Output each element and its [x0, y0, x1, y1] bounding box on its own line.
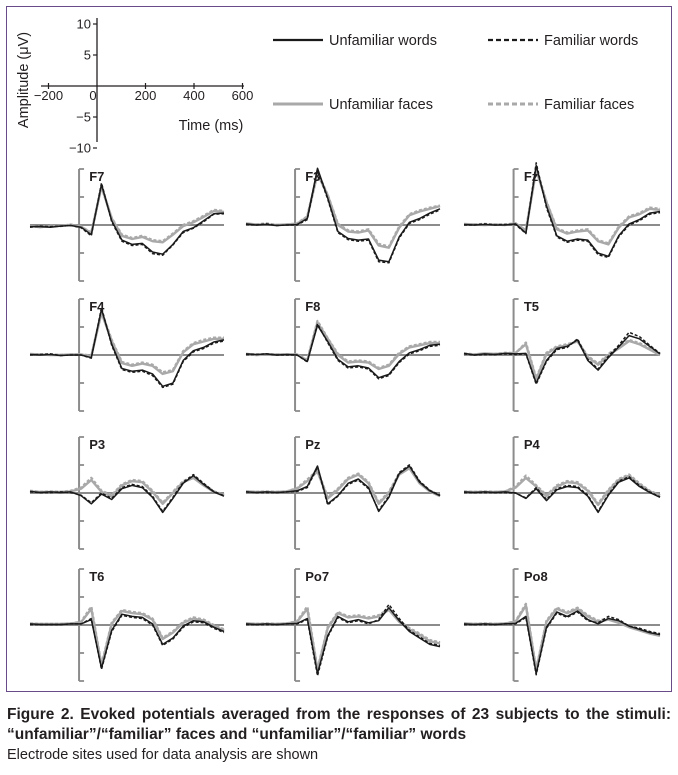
series-line-4 [30, 187, 224, 241]
key-x-tick-label: −200 [33, 88, 64, 103]
key-x-tick-label: 0 [89, 88, 97, 103]
series-line-2 [246, 170, 440, 263]
legend-label: Unfamiliar faces [329, 97, 433, 113]
series-line-3 [30, 186, 224, 242]
panel-f8 [246, 299, 440, 411]
figure-caption [7, 705, 671, 765]
key-y-tick-label: 10 [76, 16, 91, 32]
series-line-4 [246, 321, 440, 368]
key-y-tick-label: −5 [76, 109, 91, 125]
axes-key [16, 17, 253, 156]
panel-f7 [30, 169, 224, 281]
electrode-label: Po8 [523, 569, 548, 584]
electrode-label: T5 [523, 299, 540, 314]
legend-label: Familiar words [544, 33, 639, 49]
key-x-axis-label: Time (ms) [178, 118, 244, 134]
caption-title: Figure 2. Evoked potentials averaged from the responses of 23 subjects to the stimuli: “unfamiliar”/“familiar” faces and “unfamiliar”/“familiar” words [7, 706, 671, 743]
series-line-1 [30, 309, 224, 386]
series-line-1 [464, 336, 660, 384]
electrode-label: F7 [89, 169, 105, 184]
key-x-tick-label: 200 [134, 88, 157, 103]
legend-label: Familiar faces [544, 97, 635, 113]
panel-po7 [246, 569, 440, 681]
panel-p3 [30, 437, 224, 549]
series-line-3 [464, 170, 660, 245]
series-line-1 [246, 608, 440, 674]
key-x-tick-label: 600 [231, 88, 254, 103]
electrode-label: P4 [523, 437, 540, 452]
legend-entry [273, 97, 433, 113]
series-line-2 [246, 324, 440, 379]
panel-pz [246, 437, 440, 549]
key-y-tick-label: 5 [83, 47, 91, 63]
series-line-1 [464, 611, 660, 674]
series-line-2 [464, 612, 660, 675]
series-line-1 [30, 614, 224, 668]
series-line-3 [246, 468, 440, 504]
electrode-label: P3 [89, 437, 106, 452]
electrode-label: T6 [89, 569, 105, 584]
key-y-axis-label: Amplitude (μV) [16, 31, 32, 129]
series-line-1 [30, 476, 224, 513]
electrode-label: Pz [305, 437, 321, 452]
caption-subtitle: Electrode sites used for data analysis are shown [7, 747, 319, 763]
series-line-2 [464, 163, 660, 258]
series-line-1 [246, 325, 440, 377]
panel-f3 [246, 168, 440, 281]
electrode-panels [30, 163, 660, 681]
key-x-tick-label: 400 [183, 88, 205, 103]
panel-t6 [30, 569, 224, 681]
legend-entry [273, 33, 437, 49]
series-line-4 [30, 312, 224, 373]
panel-po8 [464, 569, 660, 681]
electrode-label: Po7 [305, 569, 330, 584]
panel-fz [464, 163, 660, 281]
legend-entry [488, 33, 638, 49]
series-line-1 [464, 166, 660, 257]
series-line-4 [30, 477, 224, 503]
legend-label: Unfamiliar words [329, 33, 437, 49]
panel-t5 [464, 299, 660, 411]
electrode-label: F8 [305, 299, 321, 314]
series-line-3 [246, 609, 440, 671]
series-line-3 [30, 478, 224, 504]
series-line-2 [30, 183, 224, 255]
electrode-label: F4 [89, 299, 105, 314]
electrode-label: Fz [523, 169, 539, 184]
panel-f4 [30, 299, 224, 411]
series-line-3 [464, 606, 660, 671]
legend-entry [488, 97, 634, 113]
electrode-label: F3 [305, 169, 321, 184]
series-line-2 [30, 308, 224, 388]
panel-p4 [464, 437, 660, 549]
series-line-1 [246, 466, 440, 511]
key-y-tick-label: −10 [68, 140, 91, 156]
legend [273, 33, 638, 113]
